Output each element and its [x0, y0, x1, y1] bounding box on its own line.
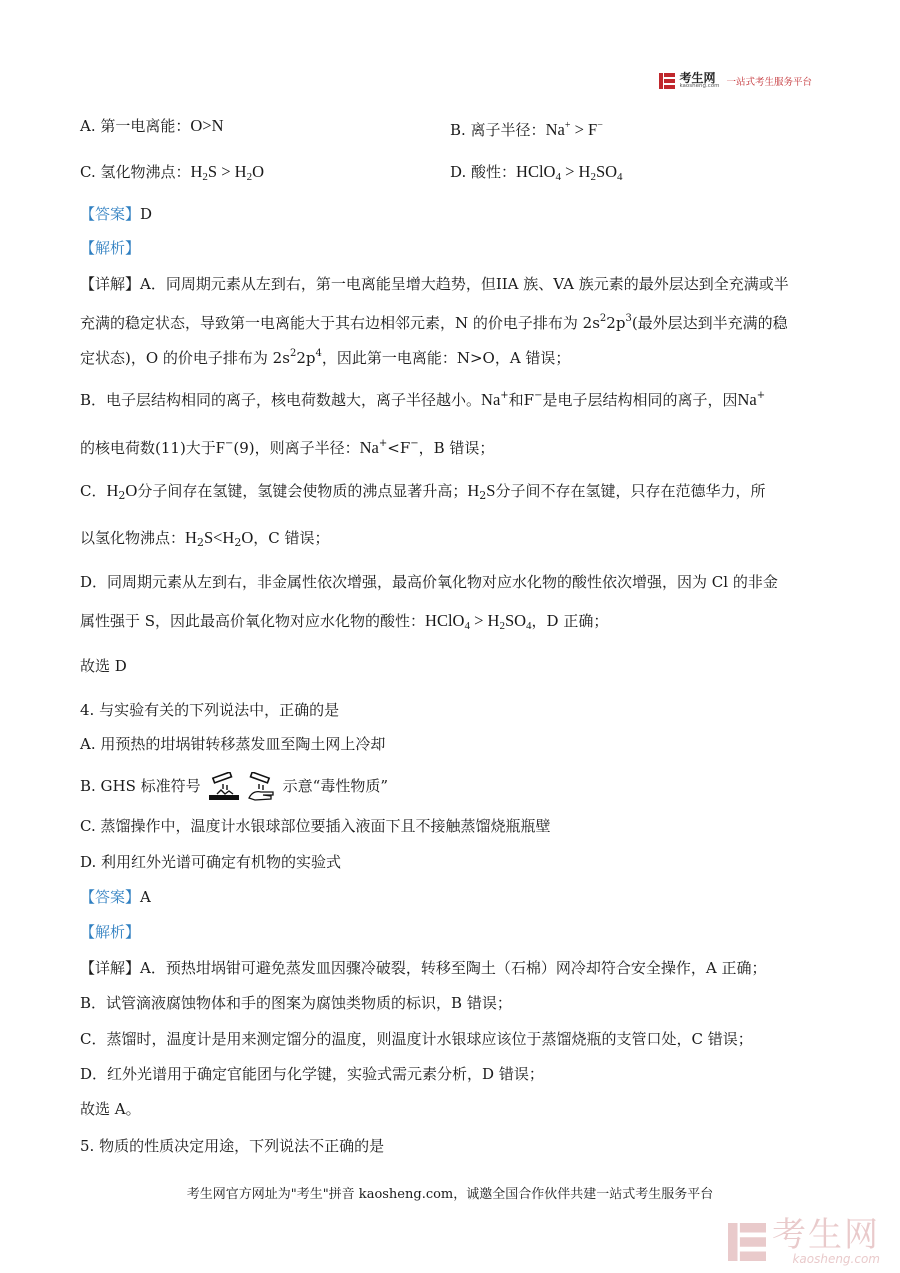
q3-detail-c-line2: 以氢化物沸点：$H_2S<H_2O$，C 错误；: [80, 528, 330, 549]
kaosheng-logo-icon: [659, 73, 675, 89]
ghs-corrosive-symbol-icon: [203, 772, 281, 802]
q4-option-a: A. 用预热的坩埚钳转移蒸发皿至陶土网上冷却: [80, 735, 386, 753]
q4-option-b: B. GHS 标准符号 示意“毒性物质”: [80, 772, 388, 802]
watermark-cn: 考生网: [772, 1215, 880, 1255]
watermark-logo: [728, 1215, 880, 1266]
q3-answer: 【答案】D: [80, 205, 153, 223]
q4-stem: 4. 与实验有关的下列说法中，正确的是: [80, 701, 340, 719]
q4-detail-c: C．蒸馏时，温度计是用来测定馏分的温度，则温度计水银球应该位于蒸馏烧瓶的支管口处，C 错误；: [80, 1030, 753, 1048]
q4-option-d: D. 利用红外光谱可确定有机物的实验式: [80, 853, 342, 871]
logo-en-text: kaosheng.com: [679, 83, 720, 89]
q4-detail-d: D．红外光谱用于确定官能团与化学键，实验式需元素分析，D 错误；: [80, 1065, 544, 1083]
header-logo[interactable]: [659, 72, 812, 90]
q4-answer: 【答案】A: [80, 888, 151, 906]
q3-option-b: B. 离子半径：Na+ > F−: [450, 120, 603, 139]
logo-cn-text: 考生网: [679, 71, 716, 85]
page-footer: 考生网官方网址为"考生"拼音 kaosheng.com，诚邀全国合作伙伴共建一站式考生服务平台: [186, 1187, 714, 1202]
q4-analysis-label: 【解析】: [80, 923, 141, 941]
q3-option-d: D. 酸性：HClO$_4$ > $H_2SO_4$: [450, 162, 623, 183]
q4-detail-b: B．试管滴液腐蚀物体和手的图案为腐蚀类物质的标识，B 错误；: [80, 994, 512, 1012]
watermark-en: kaosheng.com: [792, 1252, 880, 1266]
q3-option-c: C. 氢化物沸点：$H_2S > H_2O$: [80, 162, 264, 183]
q3-detail-c-line1: C．$H_2O$分子间存在氢键，氢键会使物质的沸点显著升高；$H_2S$分子间不存在氢键，只存在范德华力，所: [80, 481, 766, 502]
q3-option-a: A. 第一电离能：O>N: [80, 116, 224, 135]
q3-detail-d-line2: 属性强于 S，因此最高价氧化物对应水化物的酸性：HClO$_4$ > $H_2SO_4$，D 正确；: [80, 611, 609, 632]
q4-option-c: C. 蒸馏操作中，温度计水银球部位要插入液面下且不接触蒸馏烧瓶瓶壁: [80, 817, 551, 835]
q3-detail-a-line2: 充满的稳定状态，导致第一电离能大于其右边相邻元素，N 的价电子排布为 $2s^22p^3$(最外层达到半充满的稳: [80, 313, 788, 332]
q3-detail-a-line3: 定状态)，O 的价电子排布为 $2s^22p^4$，因此第一电离能：N>O，A 错误；: [80, 348, 571, 367]
logo-slogan: 一站式考生服务平台: [726, 76, 812, 88]
q3-detail-b-line1: B．电子层结构相同的离子，核电荷数越大，离子半径越小。Na+和F−是电子层结构相同的离子，因Na+: [80, 390, 766, 409]
q3-detail-b-line2: 的核电荷数(11)大于F−(9)，则离子半径：Na+<F−，B 错误；: [80, 438, 495, 457]
watermark-logo-icon: [728, 1223, 766, 1261]
q4-conclusion: 故选 A。: [80, 1100, 141, 1118]
q3-analysis-label: 【解析】: [80, 239, 141, 257]
q3-detail-a-line1: 【详解】A．同周期元素从左到右，第一电离能呈增大趋势，但IIA 族、VA 族元素的最外层达到全充满或半: [80, 275, 789, 293]
q3-conclusion: 故选 D: [80, 657, 127, 675]
q3-detail-d-line1: D．同周期元素从左到右，非金属性依次增强，最高价氧化物对应水化物的酸性依次增强，因为 Cl 的非金: [80, 573, 778, 591]
q5-stem: 5. 物质的性质决定用途，下列说法不正确的是: [80, 1137, 385, 1155]
q4-detail-a: 【详解】A．预热坩埚钳可避免蒸发皿因骤冷破裂，转移至陶土（石棉）网冷却符合安全操作，A 正确；: [80, 959, 767, 977]
